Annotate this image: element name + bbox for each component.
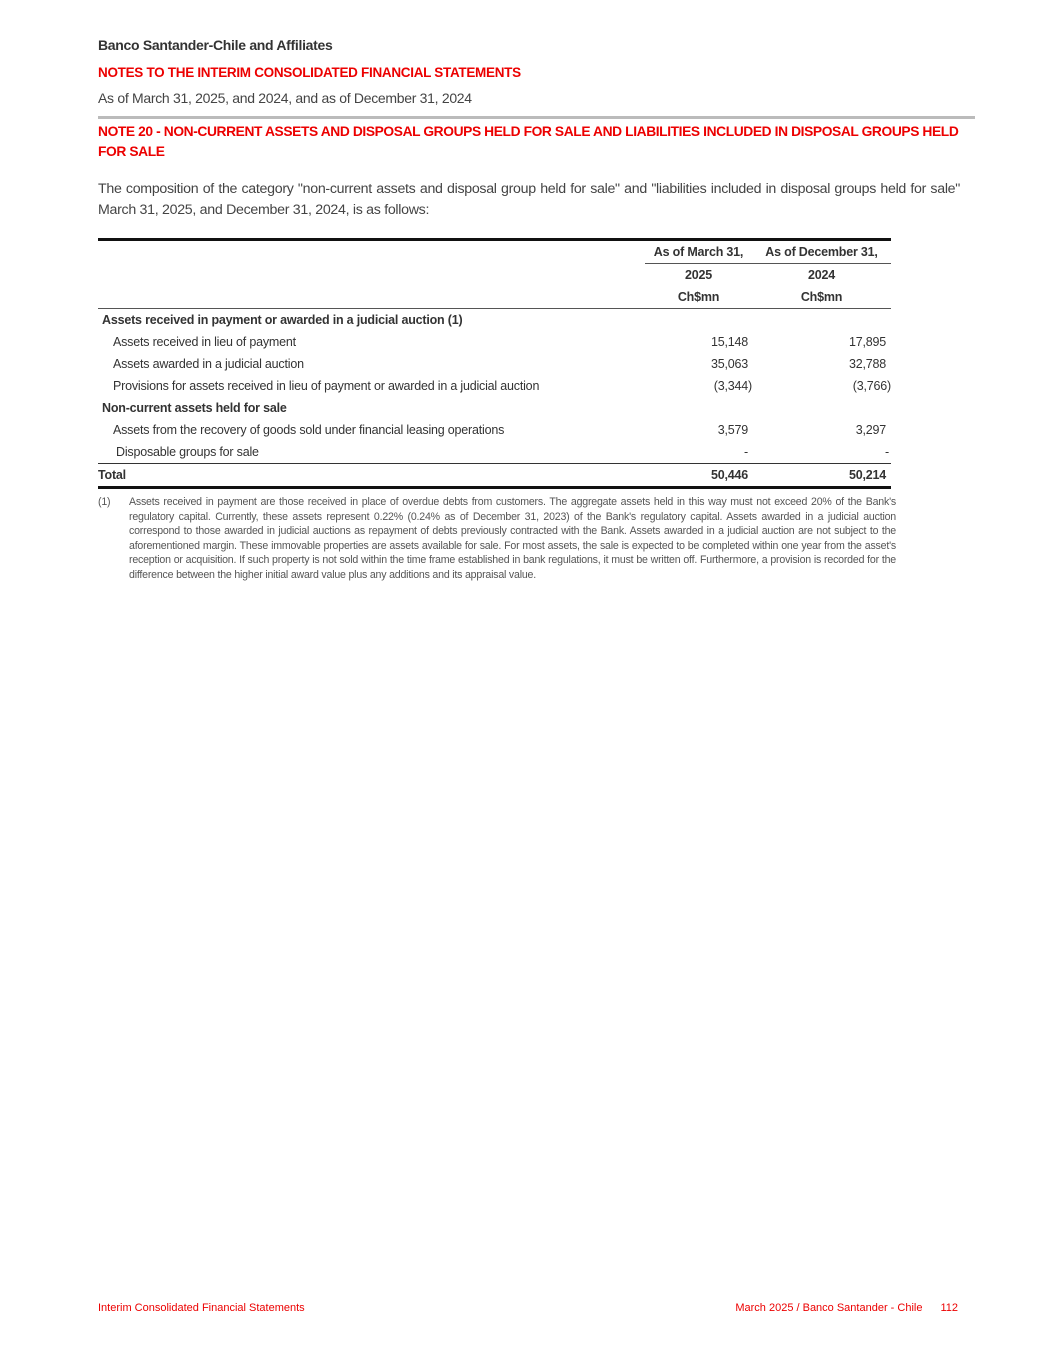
row-value-2024: 17,895 <box>848 335 886 349</box>
table-row <box>98 419 891 441</box>
col2-unit: Ch$mn <box>752 286 891 309</box>
row-label: Disposable groups for sale <box>116 445 259 459</box>
row-value-2024: - <box>885 445 889 459</box>
table-row <box>98 353 891 375</box>
row-value-2025: 15,148 <box>710 335 748 349</box>
as-of-date: As of March 31, 2025, and 2024, and as of December 31, 2024 <box>98 90 472 106</box>
table-row <box>98 375 891 397</box>
col2-year: 2024 <box>807 268 835 282</box>
col1-unit: Ch$mn <box>645 286 752 309</box>
row-label: Assets awarded in a judicial auction <box>113 357 304 371</box>
total-row <box>98 464 891 488</box>
total-value-2024: 50,214 <box>752 464 891 488</box>
row-value-2024: 32,788 <box>848 357 886 371</box>
section-label: Assets received in payment or awarded in a judicial auction (1) <box>102 313 463 327</box>
note-title: NOTE 20 - NON-CURRENT ASSETS AND DISPOSAL GROUPS HELD FOR SALE AND LIABILITIES INCLUDED IN DISPOSAL GROUPS HELD FOR SALE <box>98 124 959 159</box>
table-row <box>98 331 891 353</box>
footnote-mark: (1) <box>98 496 111 508</box>
row-value-2024: 3,297 <box>855 423 886 437</box>
section-row <box>98 309 891 332</box>
intro-paragraph: The composition of the category "non-current assets and disposal group held for sale" and "liabilities included in disposal groups held for sale" March 31, 2025, and December 31, 2024, is as follows: <box>98 181 960 218</box>
footnote-text: Assets received in payment are those received in place of overdue debts from customers. The aggregate assets held in this way must not exceed 20% of the Bank's regulatory capital. Currently, these assets represent 0.22% (0.24% as of December 31, 2023) of the Bank's regulatory capital. Assets awarded in a judicial auction correspond to those awarded in judicial auctions as repayment of debts previously contracted with the Bank. Assets awarded in a judicial auction are not subject to the aforementioned margin. These immovable properties are assets available for sale. For most assets, the sale is expected to be completed within one year from the asset's reception or acquisition. If such property is not sold within the time frame established in bank regulations, it must be written off. Furthermore, a provision is recorded for the difference between the higher initial award value plus any additions and its appraisal value. <box>129 496 896 581</box>
row-label: Provisions for assets received in lieu of payment or awarded in a judicial auction <box>113 379 540 393</box>
company-name: Banco Santander-Chile and Affiliates <box>98 37 333 53</box>
row-value-2025: - <box>744 445 748 459</box>
footnote <box>98 495 896 582</box>
col1-period: As of March 31, <box>645 240 752 264</box>
row-value-2024: (3,766) <box>852 379 891 393</box>
row-label: Assets from the recovery of goods sold under financial leasing operations <box>113 423 505 437</box>
footer-right <box>735 1302 958 1314</box>
notes-title: NOTES TO THE INTERIM CONSOLIDATED FINANCIAL STATEMENTS <box>98 65 521 80</box>
row-label: Assets received in lieu of payment <box>113 335 296 349</box>
row-value-2025: (3,344) <box>713 379 752 393</box>
page-number: 112 <box>940 1302 958 1314</box>
assets-table <box>98 238 891 489</box>
total-value-2025: 50,446 <box>645 464 752 488</box>
col2-period: As of December 31, <box>752 240 891 264</box>
header-divider <box>98 116 975 119</box>
footer-left: Interim Consolidated Financial Statements <box>98 1302 305 1314</box>
row-value-2025: 3,579 <box>717 423 748 437</box>
col1-year: 2025 <box>684 268 712 282</box>
section-label: Non-current assets held for sale <box>102 401 287 415</box>
table-row <box>98 441 891 464</box>
section-row <box>98 397 891 419</box>
total-label: Total <box>98 464 645 488</box>
footer-source: March 2025 / Banco Santander - Chile <box>735 1302 923 1314</box>
row-value-2025: 35,063 <box>710 357 748 371</box>
